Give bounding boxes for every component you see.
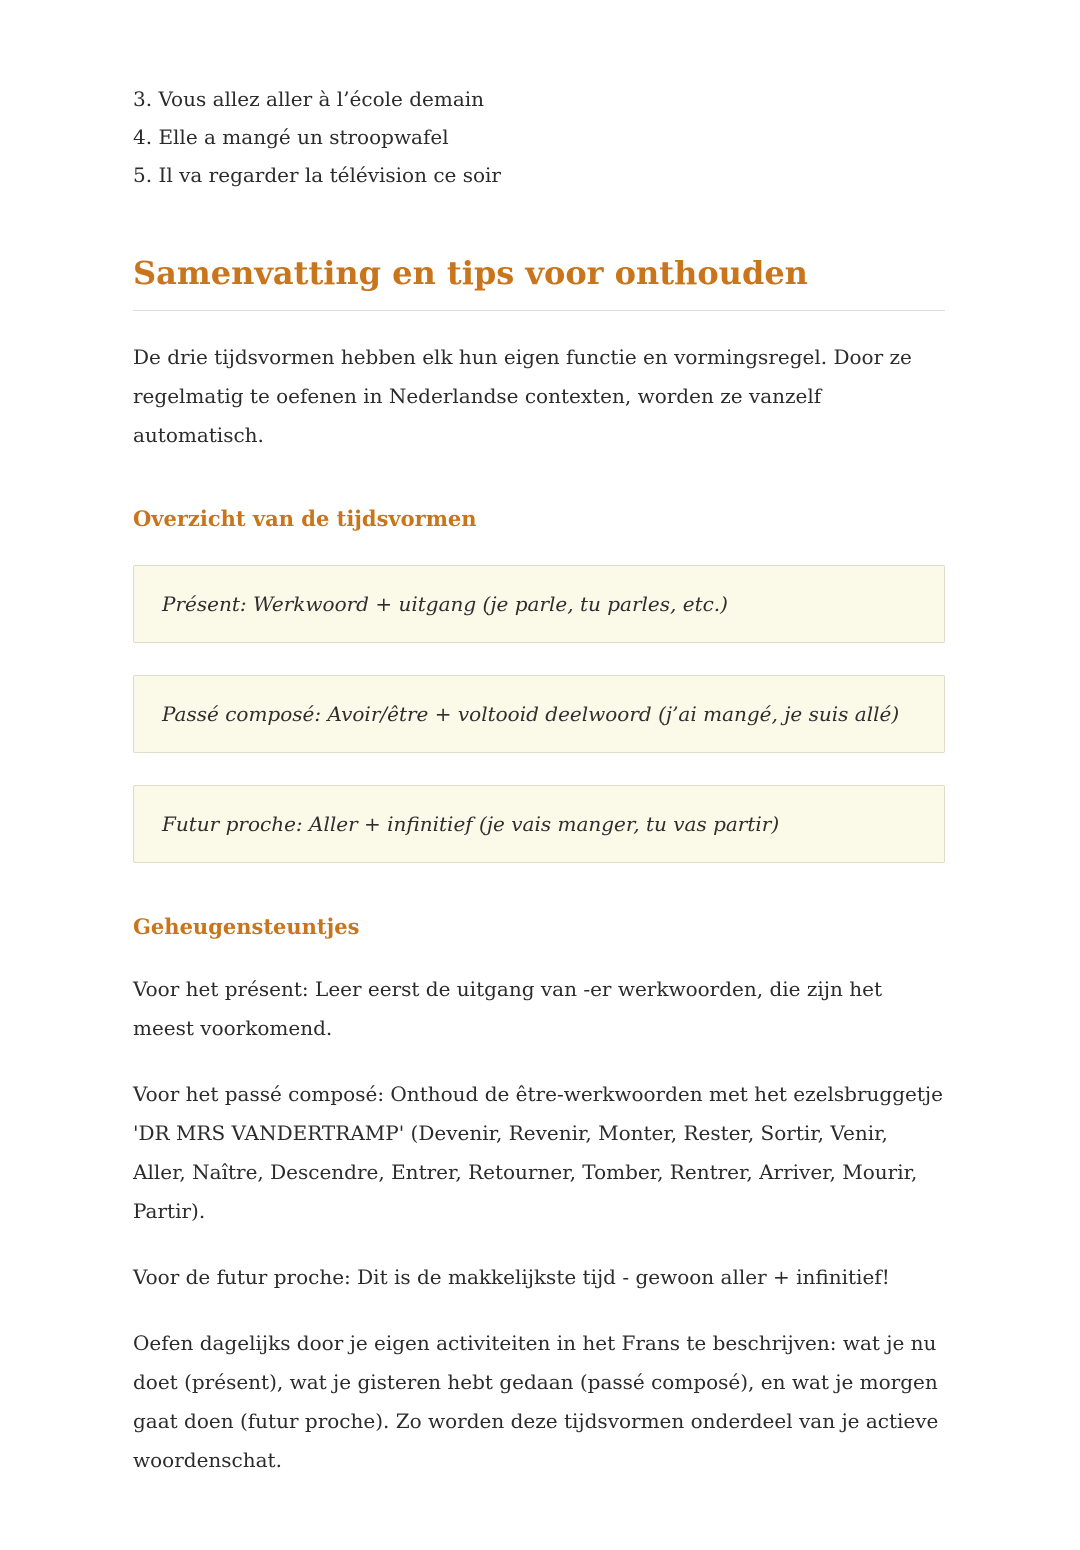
tense-box-present-text: Présent: Werkwoord + uitgang (je parle, tu parles, etc.) bbox=[162, 591, 728, 616]
list-item-4: 4. Elle a mangé un stroopwafel bbox=[133, 125, 449, 149]
list-item-3: 3. Vous allez aller à l’école demain bbox=[133, 87, 485, 111]
tense-box-futur-proche-text: Futur proche: Aller + infinitief (je vais manger, tu vas partir) bbox=[162, 811, 780, 836]
tense-box-passe-compose-text: Passé composé: Avoir/être + voltooid deelwoord (j’ai mangé, je suis allé) bbox=[162, 701, 900, 726]
section-heading: Samenvatting en tips voor onthouden bbox=[133, 254, 945, 311]
paragraph-present-tip: Voor het présent: Leer eerst de uitgang van -er werkwoorden, die zijn het meest voorkomend. bbox=[133, 976, 882, 1040]
paragraph-daily-practice-tip: Oefen dagelijks door je eigen activiteiten in het Frans te beschrijven: wat je nu doet (présent), wat je gisteren hebt gedaan (passé composé), en wat je morgen gaat doen (futur proche). Zo worden deze tijdsvormen onderdeel van je actieve woordenschat. bbox=[133, 1330, 939, 1472]
list-item-5: 5. Il va regarder la télévision ce soir bbox=[133, 163, 501, 187]
paragraph-futur-proche-tip: Voor de futur proche: Dit is de makkelijkste tijd - gewoon aller + infinitief! bbox=[133, 1264, 890, 1289]
subheading-mnemonics: Geheugensteuntjes bbox=[133, 913, 360, 939]
paragraph-passe-compose-tip: Voor het passé composé: Onthoud de être-werkwoorden met het ezelsbruggetje 'DR MRS VANDERTRAMP' (Devenir, Revenir, Monter, Rester, Sortir, Venir, Aller, Naître, Descendre, Entrer, Retourner, Tomber, Rentrer, Arriver, Mourir, Partir). bbox=[133, 1081, 943, 1223]
mnemonics-section bbox=[133, 913, 945, 1480]
intro-paragraph: De drie tijdsvormen hebben elk hun eigen functie en vormingsregel. Door ze regelmatig te oefenen in Nederlandse contexten, worden ze vanzelf automatisch. bbox=[133, 345, 912, 448]
numbered-list bbox=[133, 80, 945, 194]
subheading-overview: Overzicht van de tijdsvormen bbox=[133, 506, 477, 532]
tense-box-futur-proche bbox=[133, 785, 945, 863]
tense-box-passe-compose bbox=[133, 675, 945, 753]
tense-box-present bbox=[133, 565, 945, 643]
